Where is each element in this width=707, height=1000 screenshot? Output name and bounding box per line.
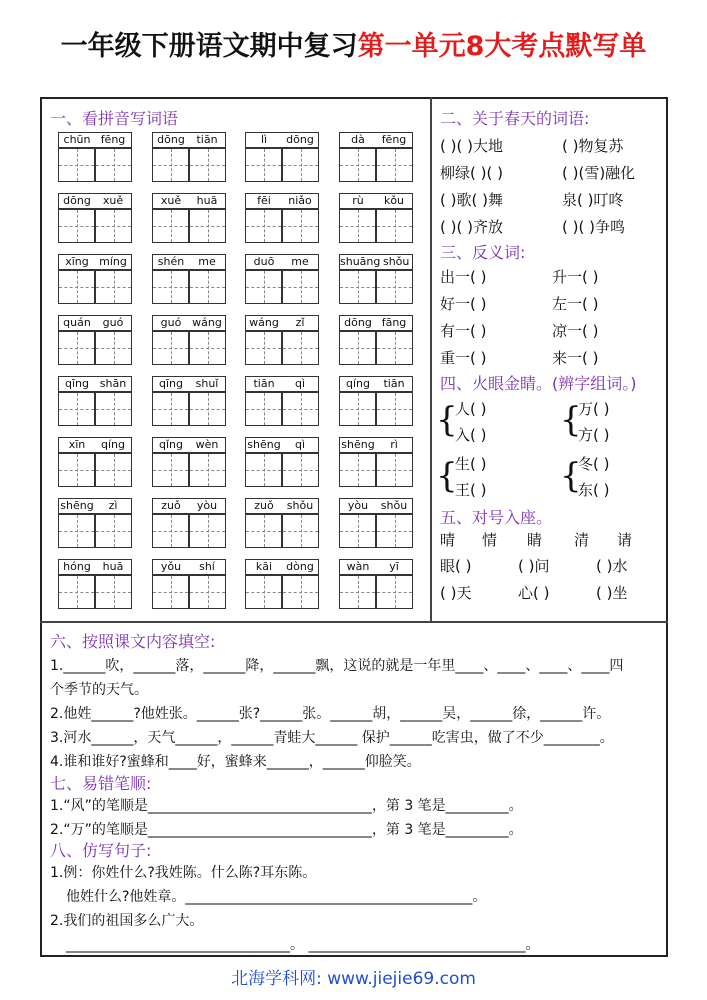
pinyin-syllable: rù	[352, 194, 364, 207]
s3-r1-a: 出一( )	[440, 268, 487, 286]
writing-boxes	[152, 148, 226, 182]
s6-line-2: 2.他姓______?他姓张。______张?______张。______胡，______吴，______徐，______许。	[50, 706, 611, 722]
s4-p4-a: 冬( )	[578, 455, 610, 473]
s5-word: 睛	[527, 531, 543, 549]
s7-line-2: 2.“万”的笔顺是________________________________，第 3 笔是_________。	[50, 822, 523, 838]
pinyin-row	[152, 498, 226, 514]
tianzige-box[interactable]	[189, 453, 226, 487]
pinyin-syllable: shēng	[60, 499, 94, 512]
s4-p1-a: 人( )	[455, 400, 487, 418]
tianzige-box[interactable]	[282, 514, 319, 548]
s4-p2-a: 万( )	[578, 400, 610, 418]
page-title	[0, 24, 707, 63]
tianzige-box[interactable]	[339, 331, 376, 365]
tianzige-box[interactable]	[189, 270, 226, 304]
tianzige-box[interactable]	[152, 575, 189, 609]
pinyin-row	[58, 193, 132, 209]
writing-boxes	[245, 270, 319, 304]
tianzige-box[interactable]	[376, 392, 413, 426]
pinyin-word-grid	[245, 315, 319, 365]
pinyin-row	[245, 254, 319, 270]
pinyin-syllable: niǎo	[288, 194, 312, 207]
pinyin-row	[152, 132, 226, 148]
tianzige-box[interactable]	[152, 209, 189, 243]
pinyin-row	[152, 315, 226, 331]
tianzige-box[interactable]	[339, 453, 376, 487]
s6-line-4: 4.谁和谁好?蜜蜂和____好，蜜蜂来______，______仰脸笑。	[50, 754, 421, 770]
pinyin-syllable: zì	[108, 499, 118, 512]
brace-icon: {	[436, 400, 458, 440]
pinyin-row	[245, 498, 319, 514]
tianzige-box[interactable]	[95, 148, 132, 182]
s8-line-4: ________________________________。 _______________________________。	[66, 937, 540, 953]
pinyin-syllable: shén	[157, 255, 185, 268]
pinyin-syllable: shǒu	[382, 255, 410, 268]
tianzige-box[interactable]	[282, 392, 319, 426]
pinyin-word-grid	[339, 559, 413, 609]
column-divider	[430, 97, 432, 623]
pinyin-row	[152, 559, 226, 575]
pinyin-syllable: tiān	[383, 377, 405, 390]
pinyin-syllable: wàn	[346, 560, 370, 573]
writing-boxes	[58, 331, 132, 365]
s2-r2-a: 柳绿( )( )	[440, 164, 503, 182]
pinyin-row	[58, 437, 132, 453]
pinyin-syllable: yī	[389, 560, 399, 573]
pinyin-word-grid	[152, 132, 226, 182]
pinyin-syllable: qīng	[65, 377, 89, 390]
writing-boxes	[339, 453, 413, 487]
tianzige-box[interactable]	[376, 453, 413, 487]
s6-heading: 六、按照课文内容填空:	[50, 632, 216, 651]
writing-boxes	[152, 575, 226, 609]
pinyin-syllable: dà	[351, 133, 365, 146]
s5-l3-c: ( )坐	[596, 584, 628, 602]
writing-boxes	[58, 575, 132, 609]
pinyin-syllable: wáng	[249, 316, 279, 329]
tianzige-box[interactable]	[95, 270, 132, 304]
pinyin-syllable: xīn	[68, 438, 86, 451]
pinyin-syllable: qǐng	[159, 438, 183, 451]
tianzige-box[interactable]	[245, 514, 282, 548]
writing-boxes	[339, 575, 413, 609]
tianzige-box[interactable]	[376, 331, 413, 365]
pinyin-row	[339, 254, 413, 270]
writing-boxes	[152, 392, 226, 426]
tianzige-box[interactable]	[376, 148, 413, 182]
tianzige-box[interactable]	[282, 209, 319, 243]
pinyin-syllable: fēi	[257, 194, 271, 207]
tianzige-box[interactable]	[152, 331, 189, 365]
s6-line-3: 3.河水______，天气______，______青蛙大______ 保护______吃害虫，做了不少________。	[50, 730, 614, 746]
brace-icon: {	[560, 456, 582, 496]
s8-line-2: 他姓什么?他姓章。_________________________________________。	[66, 889, 487, 905]
tianzige-box[interactable]	[58, 453, 95, 487]
writing-boxes	[58, 148, 132, 182]
tianzige-box[interactable]	[95, 575, 132, 609]
tianzige-box[interactable]	[245, 392, 282, 426]
pinyin-word-grid	[58, 498, 132, 548]
pinyin-syllable: qíng	[346, 377, 370, 390]
pinyin-syllable: kǒu	[383, 194, 405, 207]
tianzige-box[interactable]	[58, 270, 95, 304]
writing-boxes	[58, 514, 132, 548]
tianzige-box[interactable]	[282, 575, 319, 609]
writing-boxes	[58, 209, 132, 243]
pinyin-syllable: shēng	[247, 438, 281, 451]
pinyin-word-grid	[245, 437, 319, 487]
tianzige-box[interactable]	[95, 331, 132, 365]
writing-boxes	[245, 209, 319, 243]
s2-r1-b: ( )物复苏	[562, 137, 624, 155]
pinyin-row	[58, 315, 132, 331]
s2-r2-b: ( )(雪)融化	[562, 164, 636, 182]
pinyin-row	[152, 437, 226, 453]
s1-heading: 一、看拼音写词语	[50, 109, 179, 128]
s2-r4-a: ( )( )齐放	[440, 218, 503, 236]
tianzige-box[interactable]	[152, 392, 189, 426]
pinyin-row	[58, 376, 132, 392]
s5-l3-b: 心( )	[518, 584, 550, 602]
s3-heading: 三、反义词:	[440, 243, 526, 262]
pinyin-syllable: xuě	[160, 194, 182, 207]
pinyin-syllable: shān	[99, 377, 127, 390]
tianzige-box[interactable]	[95, 392, 132, 426]
writing-boxes	[152, 453, 226, 487]
writing-boxes	[152, 331, 226, 365]
pinyin-row	[58, 559, 132, 575]
pinyin-syllable: yòu	[196, 499, 218, 512]
tianzige-box[interactable]	[339, 575, 376, 609]
brace-icon: {	[560, 400, 582, 440]
pinyin-syllable: shuāng	[340, 255, 381, 268]
s8-line-3: 2.我们的祖国多么广大。	[50, 913, 204, 929]
tianzige-box[interactable]	[95, 209, 132, 243]
s4-p3-a: 生( )	[455, 455, 487, 473]
pinyin-row	[339, 498, 413, 514]
tianzige-box[interactable]	[58, 575, 95, 609]
pinyin-syllable: yòu	[347, 499, 369, 512]
tianzige-box[interactable]	[189, 331, 226, 365]
pinyin-word-grid	[58, 193, 132, 243]
s3-r4-a: 重一( )	[440, 349, 487, 367]
pinyin-syllable: quán	[63, 316, 91, 329]
pinyin-syllable: wèn	[195, 438, 219, 451]
pinyin-syllable: fēng	[100, 133, 126, 146]
pinyin-row	[245, 193, 319, 209]
tianzige-box[interactable]	[152, 270, 189, 304]
pinyin-row	[339, 559, 413, 575]
writing-boxes	[245, 514, 319, 548]
writing-boxes	[339, 331, 413, 365]
tianzige-box[interactable]	[95, 514, 132, 548]
pinyin-word-grid	[245, 376, 319, 426]
pinyin-syllable: hóng	[63, 560, 91, 573]
pinyin-syllable: shǒu	[380, 499, 408, 512]
pinyin-syllable: kāi	[255, 560, 273, 573]
tianzige-box[interactable]	[339, 270, 376, 304]
pinyin-word-grid	[339, 437, 413, 487]
pinyin-word-grid	[152, 376, 226, 426]
tianzige-box[interactable]	[282, 453, 319, 487]
pinyin-word-grid	[58, 376, 132, 426]
pinyin-row	[245, 437, 319, 453]
tianzige-box[interactable]	[58, 392, 95, 426]
s5-word: 情	[482, 531, 498, 549]
tianzige-box[interactable]	[152, 514, 189, 548]
pinyin-syllable: huā	[196, 194, 218, 207]
pinyin-row	[339, 132, 413, 148]
pinyin-syllable: tiān	[196, 133, 218, 146]
pinyin-syllable: wáng	[192, 316, 222, 329]
pinyin-row	[152, 254, 226, 270]
s2-r3-b: 泉( )叮咚	[562, 191, 624, 209]
pinyin-syllable: shēng	[341, 438, 375, 451]
pinyin-word-grid	[152, 559, 226, 609]
brace-icon: {	[436, 456, 458, 496]
tianzige-box[interactable]	[189, 575, 226, 609]
tianzige-box[interactable]	[245, 453, 282, 487]
section-divider	[40, 621, 668, 623]
pinyin-syllable: me	[291, 255, 309, 268]
s2-r4-b: ( )( )争鸣	[562, 218, 625, 236]
pinyin-word-grid	[339, 498, 413, 548]
pinyin-row	[339, 376, 413, 392]
pinyin-row	[58, 254, 132, 270]
pinyin-word-grid	[339, 376, 413, 426]
s3-r4-b: 来一( )	[552, 349, 599, 367]
pinyin-row	[152, 193, 226, 209]
s4-p2-b: 方( )	[578, 426, 610, 444]
pinyin-syllable: guó	[160, 316, 182, 329]
pinyin-word-grid	[58, 559, 132, 609]
pinyin-syllable: chūn	[63, 133, 91, 146]
pinyin-word-grid	[58, 437, 132, 487]
pinyin-row	[245, 559, 319, 575]
pinyin-word-grid	[245, 132, 319, 182]
pinyin-word-grid	[58, 132, 132, 182]
s2-r3-a: ( )歌( )舞	[440, 191, 503, 209]
pinyin-word-grid	[339, 254, 413, 304]
pinyin-syllable: dòng	[286, 560, 314, 573]
pinyin-row	[339, 193, 413, 209]
s6-line-1b: 个季节的天气。	[50, 682, 148, 698]
tianzige-box[interactable]	[339, 209, 376, 243]
pinyin-syllable: tiān	[253, 377, 275, 390]
writing-boxes	[245, 148, 319, 182]
pinyin-syllable: guó	[102, 316, 124, 329]
writing-boxes	[339, 270, 413, 304]
pinyin-word-grid	[245, 193, 319, 243]
tianzige-box[interactable]	[339, 148, 376, 182]
tianzige-box[interactable]	[339, 392, 376, 426]
tianzige-box[interactable]	[58, 209, 95, 243]
pinyin-syllable: fēng	[381, 133, 407, 146]
s4-p1-b: 入( )	[455, 426, 487, 444]
s5-l2-b: ( )问	[518, 557, 550, 575]
tianzige-box[interactable]	[58, 148, 95, 182]
tianzige-box[interactable]	[245, 148, 282, 182]
tianzige-box[interactable]	[245, 209, 282, 243]
pinyin-word-grid	[245, 559, 319, 609]
tianzige-box[interactable]	[189, 148, 226, 182]
pinyin-word-grid	[245, 254, 319, 304]
pinyin-word-grid	[58, 315, 132, 365]
tianzige-box[interactable]	[58, 514, 95, 548]
tianzige-box[interactable]	[152, 148, 189, 182]
s5-word: 请	[617, 531, 633, 549]
pinyin-syllable: dōng	[344, 316, 372, 329]
s8-line-1: 1.例：你姓什么?我姓陈。什么陈?耳东陈。	[50, 865, 317, 881]
pinyin-syllable: dōng	[63, 194, 91, 207]
pinyin-row	[58, 498, 132, 514]
pinyin-row	[58, 132, 132, 148]
s3-r2-b: 左一( )	[552, 295, 599, 313]
title-red: 第一单元8大考点默写单	[357, 31, 647, 62]
pinyin-syllable: míng	[99, 255, 127, 268]
pinyin-syllable: zuǒ	[161, 499, 181, 512]
s4-p4-b: 东( )	[578, 481, 610, 499]
pinyin-row	[339, 315, 413, 331]
title-black: 一年级下册语文期中复习	[60, 31, 358, 62]
pinyin-syllable: lì	[260, 133, 268, 146]
s5-l3-a: ( )天	[440, 584, 472, 602]
writing-boxes	[58, 453, 132, 487]
pinyin-syllable: rì	[390, 438, 398, 451]
s5-heading: 五、对号入座。	[440, 508, 553, 527]
writing-boxes	[245, 331, 319, 365]
s5-word: 晴	[440, 531, 456, 549]
pinyin-syllable: xuě	[102, 194, 124, 207]
pinyin-word-grid	[339, 132, 413, 182]
s3-r3-b: 凉一( )	[552, 322, 599, 340]
s3-r2-a: 好一( )	[440, 295, 487, 313]
pinyin-row	[245, 132, 319, 148]
tianzige-box[interactable]	[376, 209, 413, 243]
pinyin-row	[245, 376, 319, 392]
pinyin-syllable: yǒu	[160, 560, 182, 573]
tianzige-box[interactable]	[245, 575, 282, 609]
writing-boxes	[58, 392, 132, 426]
s4-p3-b: 王( )	[455, 481, 487, 499]
writing-boxes	[245, 575, 319, 609]
pinyin-syllable: shǒu	[286, 499, 314, 512]
s5-word: 清	[574, 531, 590, 549]
tianzige-box[interactable]	[282, 148, 319, 182]
writing-boxes	[245, 392, 319, 426]
tianzige-box[interactable]	[95, 453, 132, 487]
s7-line-1: 1.“风”的笔顺是________________________________，第 3 笔是_________。	[50, 798, 523, 814]
pinyin-word-grid	[152, 193, 226, 243]
tianzige-box[interactable]	[376, 270, 413, 304]
tianzige-box[interactable]	[58, 331, 95, 365]
tianzige-box[interactable]	[245, 270, 282, 304]
s8-heading: 八、仿写句子:	[50, 841, 152, 860]
tianzige-box[interactable]	[339, 514, 376, 548]
writing-boxes	[339, 209, 413, 243]
pinyin-syllable: shí	[199, 560, 215, 573]
s5-l2-a: 眼( )	[440, 557, 472, 575]
pinyin-syllable: duō	[253, 255, 275, 268]
tianzige-box[interactable]	[282, 270, 319, 304]
pinyin-row	[245, 315, 319, 331]
pinyin-word-grid	[58, 254, 132, 304]
s2-r1-a: ( )( )大地	[440, 137, 503, 155]
tianzige-box[interactable]	[152, 453, 189, 487]
pinyin-word-grid	[152, 498, 226, 548]
tianzige-box[interactable]	[189, 514, 226, 548]
s4-heading: 四、火眼金睛。(辨字组词。)	[440, 374, 637, 393]
writing-boxes	[152, 514, 226, 548]
pinyin-syllable: xīng	[65, 255, 89, 268]
s3-r3-a: 有一( )	[440, 322, 487, 340]
pinyin-row	[152, 376, 226, 392]
pinyin-syllable: qì	[294, 438, 306, 451]
footer-watermark: 北海学科网: www.jiejie69.com	[231, 969, 476, 989]
pinyin-word-grid	[152, 437, 226, 487]
pinyin-word-grid	[152, 254, 226, 304]
tianzige-box[interactable]	[189, 209, 226, 243]
tianzige-box[interactable]	[376, 575, 413, 609]
pinyin-word-grid	[152, 315, 226, 365]
writing-boxes	[152, 209, 226, 243]
tianzige-box[interactable]	[189, 392, 226, 426]
pinyin-syllable: qīng	[159, 377, 183, 390]
writing-boxes	[58, 270, 132, 304]
s5-l2-c: ( )水	[596, 557, 628, 575]
pinyin-word-grid	[245, 498, 319, 548]
pinyin-syllable: huā	[102, 560, 124, 573]
pinyin-syllable: zǐ	[295, 316, 305, 329]
pinyin-syllable: dōng	[157, 133, 185, 146]
writing-boxes	[339, 392, 413, 426]
pinyin-syllable: me	[198, 255, 216, 268]
s2-heading: 二、关于春天的词语:	[440, 109, 590, 128]
pinyin-syllable: dōng	[286, 133, 314, 146]
s7-heading: 七、易错笔顺:	[50, 774, 152, 793]
s6-line-1: 1.______吹，______落，______降，______飘，这说的就是一年里____、____、____、____四	[50, 658, 624, 674]
pinyin-syllable: qíng	[101, 438, 125, 451]
pinyin-syllable: qì	[294, 377, 306, 390]
pinyin-word-grid	[339, 315, 413, 365]
pinyin-syllable: shuǐ	[195, 377, 219, 390]
writing-boxes	[339, 148, 413, 182]
writing-boxes	[339, 514, 413, 548]
pinyin-syllable: fāng	[381, 316, 407, 329]
pinyin-word-grid	[339, 193, 413, 243]
tianzige-box[interactable]	[376, 514, 413, 548]
pinyin-row	[339, 437, 413, 453]
pinyin-syllable: zuǒ	[254, 499, 274, 512]
writing-boxes	[152, 270, 226, 304]
tianzige-box[interactable]	[245, 331, 282, 365]
s3-r1-b: 升一( )	[552, 268, 599, 286]
writing-boxes	[245, 453, 319, 487]
tianzige-box[interactable]	[282, 331, 319, 365]
